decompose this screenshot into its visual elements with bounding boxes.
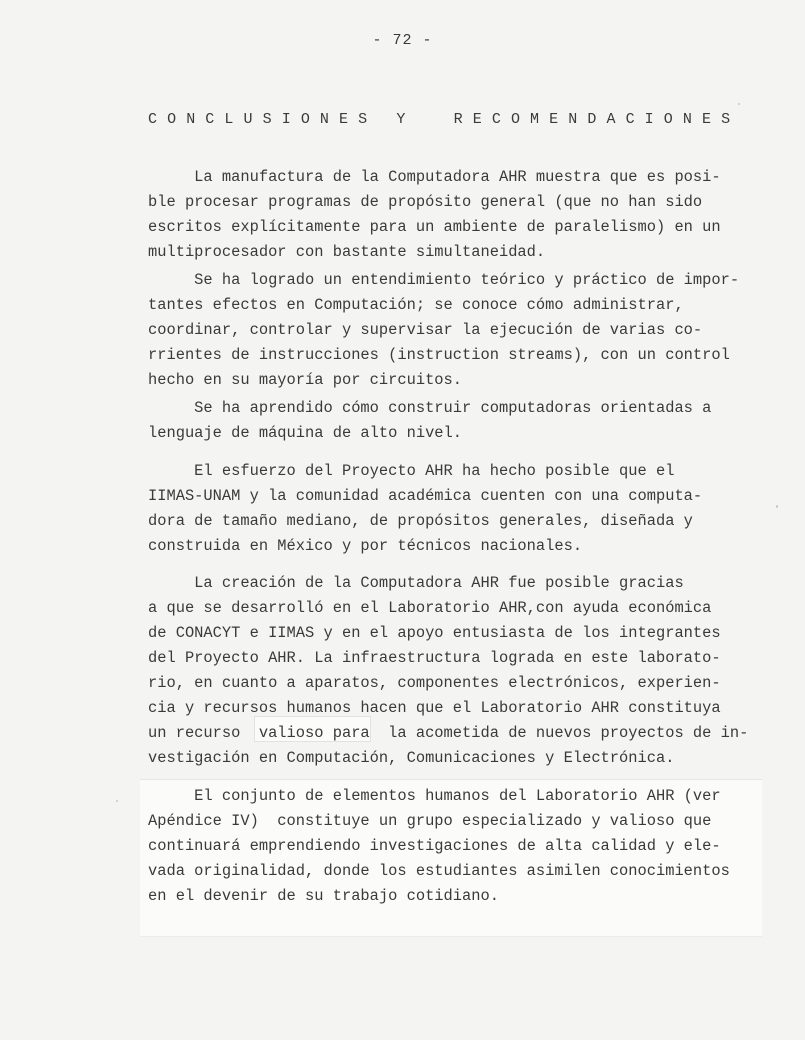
text-line: tantes efectos en Computación; se conoce cómo administrar,	[148, 296, 684, 314]
text-line: en el devenir de su trabajo cotidiano.	[148, 887, 499, 905]
scan-speck	[776, 505, 778, 508]
text-line: lenguaje de máquina de alto nivel.	[148, 424, 463, 442]
paragraph-5	[148, 571, 748, 771]
paragraph-2	[148, 268, 739, 393]
text-line: rrientes de instrucciones (instruction streams), con un control	[148, 346, 730, 364]
text-line: un recurso valioso para la acometida de nuevos proyectos de in-	[148, 724, 749, 742]
text-line: Se ha logrado un entendimiento teórico y práctico de impor-	[148, 271, 740, 289]
text-line: a que se desarrolló en el Laboratorio AHR,con ayuda económica	[148, 599, 712, 617]
text-line: hecho en su mayoría por circuitos.	[148, 371, 463, 389]
text-line: Se ha aprendido cómo construir computadoras orientadas a	[148, 399, 712, 417]
text-line: El conjunto de elementos humanos del Laboratorio AHR (ver	[148, 787, 721, 805]
text-line: del Proyecto AHR. La infraestructura lograda en este laborato-	[148, 649, 721, 667]
text-line: vestigación en Computación, Comunicaciones y Electrónica.	[148, 749, 675, 767]
text-line: construida en México y por técnicos nacionales.	[148, 537, 583, 555]
text-line: ble procesar programas de propósito general (que no han sido	[148, 193, 703, 211]
paragraph-3	[148, 396, 711, 446]
text-line: dora de tamaño mediano, de propósitos generales, diseñada y	[148, 512, 693, 530]
paragraph-4	[148, 459, 702, 559]
text-line: escritos explícitamente para un ambiente de paralelismo) en un	[148, 218, 721, 236]
text-line: La manufactura de la Computadora AHR muestra que es posi-	[148, 168, 721, 186]
paragraph-6	[148, 784, 730, 909]
text-line: cia y recursos humanos hacen que el Laboratorio AHR constituya	[148, 699, 721, 717]
text-line: continuará emprendiendo investigaciones de alta calidad y ele-	[148, 837, 721, 855]
text-line: El esfuerzo del Proyecto AHR ha hecho posible que el	[148, 462, 675, 480]
text-line: Apéndice IV) constituye un grupo especializado y valioso que	[148, 812, 712, 830]
text-line: de CONACYT e IIMAS y en el apoyo entusiasta de los integrantes	[148, 624, 721, 642]
text-line: multiprocesador con bastante simultaneidad.	[148, 243, 546, 261]
page-number: - 72 -	[372, 32, 433, 49]
scan-speck	[116, 800, 118, 802]
paragraph-1	[148, 165, 721, 265]
text-line: vada originalidad, donde los estudiantes asimilen conocimientos	[148, 862, 730, 880]
section-title: C O N C L U S I O N E S Y R E C O M E N D A C I O N E S	[148, 111, 731, 128]
scan-speck	[738, 103, 740, 105]
text-line: La creación de la Computadora AHR fue posible gracias	[148, 574, 684, 592]
text-line: rio, en cuanto a aparatos, componentes electrónicos, experien-	[148, 674, 721, 692]
text-line: IIMAS-UNAM y la comunidad académica cuenten con una computa-	[148, 487, 703, 505]
text-line: coordinar, controlar y supervisar la ejecución de varias co-	[148, 321, 703, 339]
